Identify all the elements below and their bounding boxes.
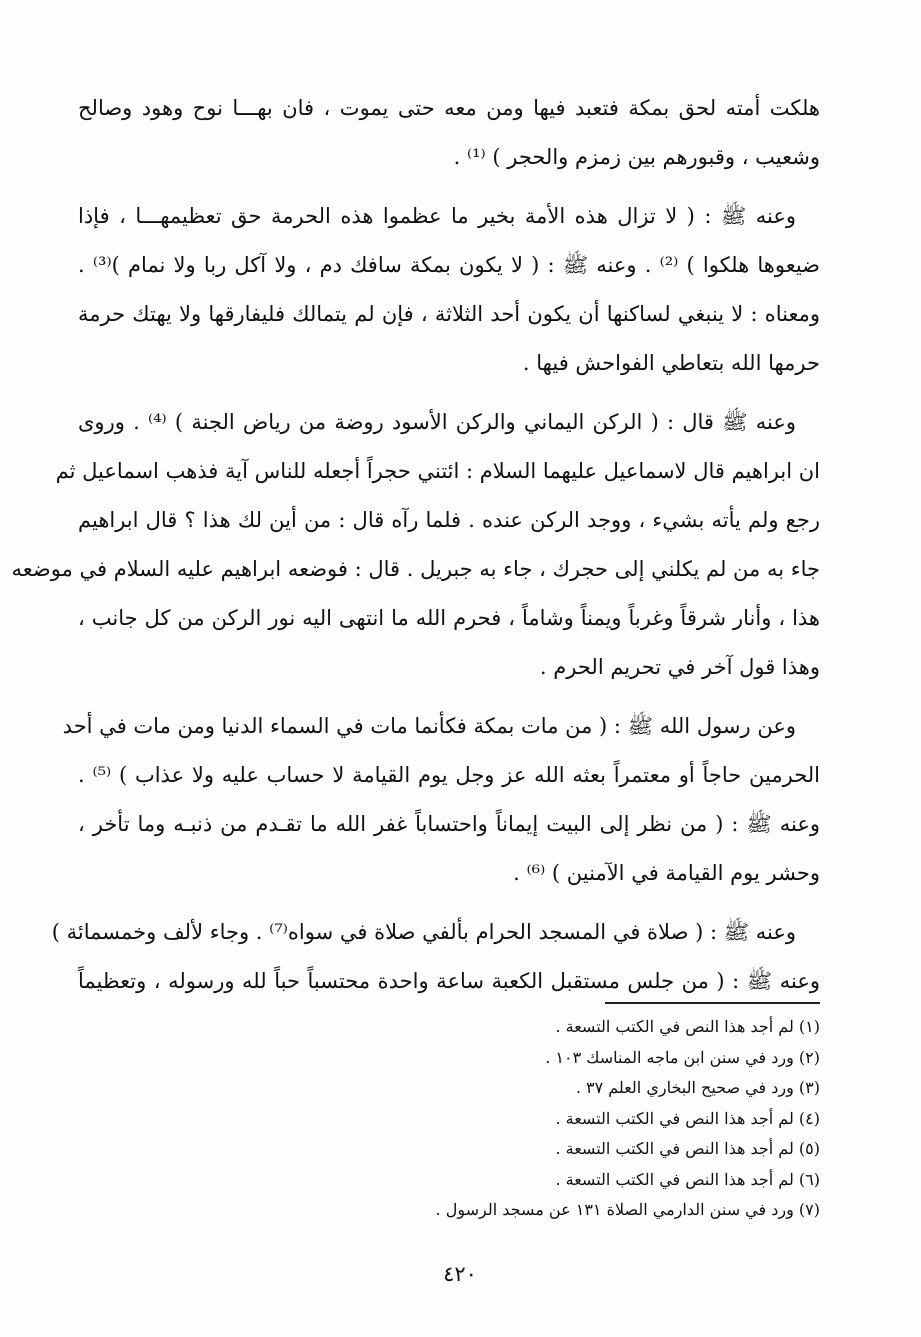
text-line: ان ابراهيم قال لاسماعيل عليهما السلام : ائتني حجراً أجعله للناس آية فذهب اسماعيل ثم: [55, 459, 820, 483]
main-text: [11, 84, 821, 1016]
footnote-divider: [605, 1002, 820, 1004]
footnote-2: (٢) ورد في سنن ابن ماجه المناسك ١٠٣ .: [545, 1047, 820, 1067]
text-line: هذا ، وأنار شرقاً وغرباً ويمناً وشاماً ، فحرم الله ما انتهى اليه نور الركن من كل جانب ،: [78, 606, 820, 630]
text-line: هلكت أمته لحق بمكة فتعبد فيها ومن معه حتى يموت ، فان بهـــا نوح وهود وصالح: [78, 96, 820, 120]
footnote-6: (٦) لم أجد هذا النص في الكتب التسعة .: [555, 1169, 820, 1189]
paragraph-4: [62, 702, 821, 898]
text-line: ومعناه : لا ينبغي لساكنها أن يكون أحد الثلاثة ، فإن لم يتمالك فليفارقها ولا يهتك حرمة: [78, 302, 820, 326]
text-line: وعنه ﷺ : ( صلاة في المسجد الحرام بألفي صلاة في سواه⁽⁷⁾ . وجاء لألف وخمسمائة ): [51, 920, 796, 944]
text-line: رجع ولم يأته بشيء ، ووجد الركن عنده . فلما رآه قال : من أين لك هذا ؟ قال ابراهيم: [78, 508, 820, 532]
text-line: حرمها الله بتعاطي الفواحش فيها .: [522, 351, 820, 375]
text-line: وعن رسول الله ﷺ : ( من مات بمكة فكأنما مات في السماء الدنيا ومن مات في أحد: [62, 714, 796, 738]
text-line: وعنه ﷺ : ( من جلس مستقبل الكعبة ساعة واحدة محتسباً حباً لله ورسوله ، وتعظيماً: [78, 969, 820, 993]
paragraph-3: [11, 398, 820, 692]
text-line: الحرمين حاجاً أو معتمراً بعثه الله عز وجل يوم القيامة لا حساب عليه ولا عذاب ) ⁽⁵⁾ .: [78, 763, 821, 787]
footnote-7: (٧) ورد في سنن الدارمي الصلاة ١٣١ عن مسجد الرسول .: [435, 1200, 820, 1219]
text-line: جاء به من لم يكلني إلى حجرك ، جاء به جبريل . قال : فوضعه ابراهيم عليه السلام في موضعه: [11, 557, 820, 581]
text-line: ضيعوها هلكوا ) ⁽²⁾ . وعنه ﷺ : ( لا يكون بمكة سافك دم ، ولا آكل ربا ولا نمام )⁽³⁾ .: [78, 253, 820, 277]
text-line: وحشر يوم القيامة في الآمنين ) ⁽⁶⁾ .: [513, 861, 820, 885]
page-number: ٤٢٠: [443, 1262, 477, 1286]
paragraph-1: [78, 84, 820, 182]
text-line: وعنه ﷺ : ( لا تزال هذه الأمة بخير ما عظموا هذه الحرمة حق تعظيمهـــا ، فإذا: [78, 204, 796, 228]
paragraph-2: [78, 192, 820, 388]
footnote-4: (٤) لم أجد هذا النص في الكتب التسعة .: [555, 1108, 820, 1128]
footnote-3: (٣) ورد في صحيح البخاري العلم ٣٧ .: [575, 1078, 820, 1097]
footnotes: [300, 1012, 820, 1226]
text-line: وعنه ﷺ : ( من نظر إلى البيت إيماناً واحتساباً غفر الله ما تقـدم من ذنبـه وما تأخر ،: [78, 812, 820, 836]
footnote-1: (١) لم أجد هذا النص في الكتب التسعة .: [555, 1017, 820, 1036]
text-line: وشعيب ، وقبورهم بين زمزم والحجر ) ⁽¹⁾ .: [453, 145, 820, 169]
text-line: وهذا قول آخر في تحريم الحرم .: [539, 655, 820, 679]
text-line: وعنه ﷺ قال : ( الركن اليماني والركن الأسود روضة من رياض الجنة ) ⁽⁴⁾ . وروى: [78, 410, 797, 434]
paragraph-5: [51, 908, 820, 1006]
footnote-5: (٥) لم أجد هذا النص في الكتب التسعة .: [555, 1139, 820, 1158]
